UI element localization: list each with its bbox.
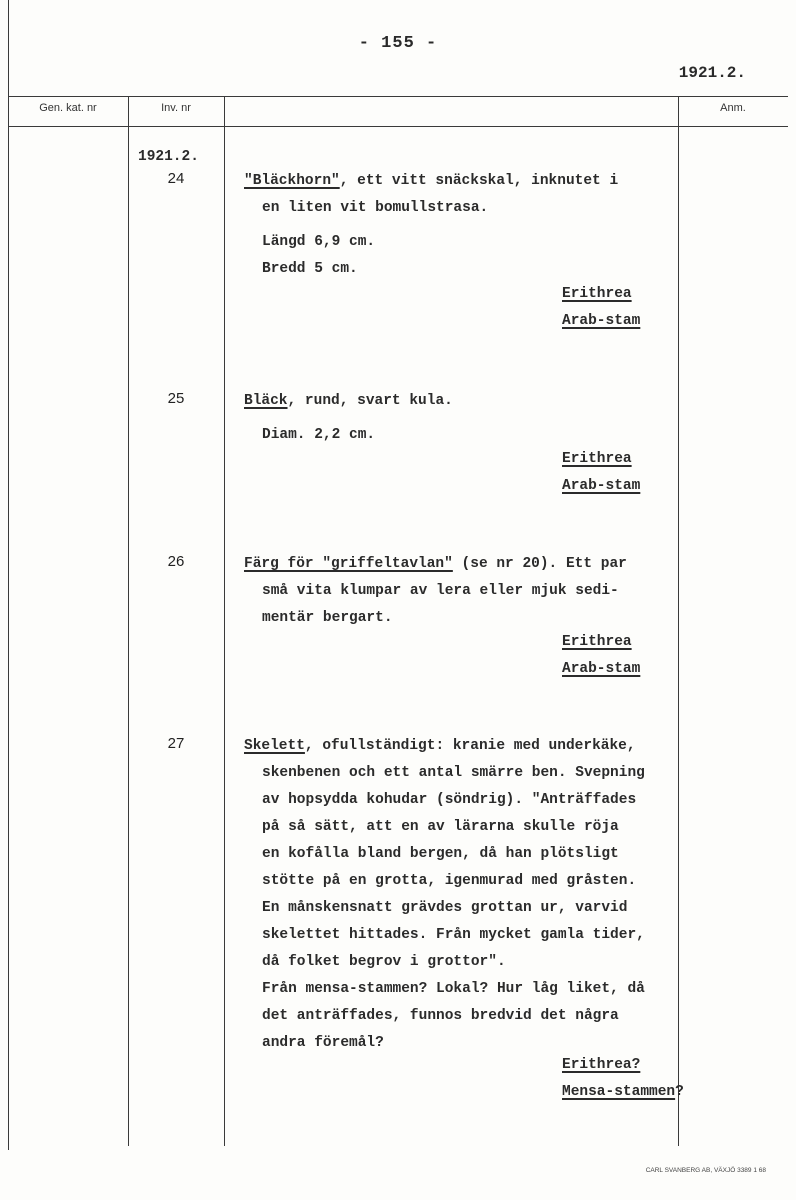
column-header-gen-kat-nr: Gen. kat. nr xyxy=(39,102,97,114)
series-code: 1921.2. xyxy=(138,149,199,165)
entry-text-line: mentär bergart. xyxy=(262,610,393,626)
provenance-group: Arab-stam xyxy=(562,478,641,494)
provenance-group: Arab-stam xyxy=(562,313,641,329)
entry-title: Skelett xyxy=(244,738,305,754)
entry-text-line: då folket begrov i grottor". xyxy=(262,954,506,970)
catalog-code: 1921.2. xyxy=(678,64,746,82)
entry-text-line: små vita klumpar av lera eller mjuk sedi- xyxy=(262,583,619,599)
entry-text-line: Diam. 2,2 cm. xyxy=(262,427,376,443)
entry-text-line: på så sätt, att en av lärarna skulle röja xyxy=(262,819,619,835)
provenance-region: Erithrea xyxy=(562,634,632,650)
entry-text-line: skenbenen och ett antal smärre ben. Svepning xyxy=(262,765,645,781)
entry-text-line: skelettet hittades. Från mycket gamla tider, xyxy=(262,927,645,943)
entry-text-line: stötte på en grotta, igenmurad med gråsten. xyxy=(262,873,637,889)
inventory-number: 27 xyxy=(167,735,185,752)
column-divider-gen-inv xyxy=(128,96,129,1146)
header-top-rule xyxy=(8,96,788,97)
entry-text-line: Skelett, ofullständigt: kranie med underkäke, xyxy=(244,738,636,754)
entry-text-line: en kofålla bland bergen, då han plötsligt xyxy=(262,846,619,862)
entry-text-line: en liten vit bomullstrasa. xyxy=(262,200,489,216)
entry-text-line: Bläck, rund, svart kula. xyxy=(244,393,453,409)
entry-text-line: Bredd 5 cm. xyxy=(262,261,358,277)
page-number: - 155 - xyxy=(358,34,438,53)
header-bottom-rule xyxy=(8,126,788,127)
inventory-number: 26 xyxy=(167,553,185,570)
entry-text-line: Längd 6,9 cm. xyxy=(262,234,376,250)
column-divider-inv-desc xyxy=(224,96,225,1146)
entry-text-line: En månskensnatt grävdes grottan ur, varvid xyxy=(262,900,628,916)
printer-imprint: CARL SVANBERG AB, VÄXJÖ 3389 1 68 xyxy=(645,1167,766,1174)
entry-text-line: Från mensa-stammen? Lokal? Hur låg liket, då xyxy=(262,981,645,997)
provenance-region: Erithrea xyxy=(562,451,632,467)
provenance-region: Erithrea xyxy=(562,286,632,302)
entry-text-line: "Bläckhorn", ett vitt snäckskal, inknutet i xyxy=(244,173,619,189)
column-header-anm: Anm. xyxy=(720,102,746,114)
entry-title: "Bläckhorn" xyxy=(244,173,340,189)
column-divider-desc-anm xyxy=(678,96,679,1146)
inventory-number: 24 xyxy=(167,170,185,187)
provenance-region: Erithrea? xyxy=(562,1057,641,1073)
entry-title: Färg för "griffeltavlan" xyxy=(244,556,453,572)
inventory-number: 25 xyxy=(167,390,185,407)
column-header-inv-nr: Inv. nr xyxy=(161,102,191,114)
entry-title: Bläck xyxy=(244,393,288,409)
provenance-group: Arab-stam xyxy=(562,661,641,677)
entry-text-line: av hopsydda kohudar (söndrig). "Anträffades xyxy=(262,792,637,808)
provenance-group: Mensa-stammen? xyxy=(562,1084,684,1100)
page-left-edge xyxy=(8,0,9,1150)
entry-text-line: andra föremål? xyxy=(262,1035,384,1051)
entry-text-line: det anträffades, funnos bredvid det några xyxy=(262,1008,619,1024)
entry-text-line: Färg för "griffeltavlan" (se nr 20). Ett par xyxy=(244,556,627,572)
